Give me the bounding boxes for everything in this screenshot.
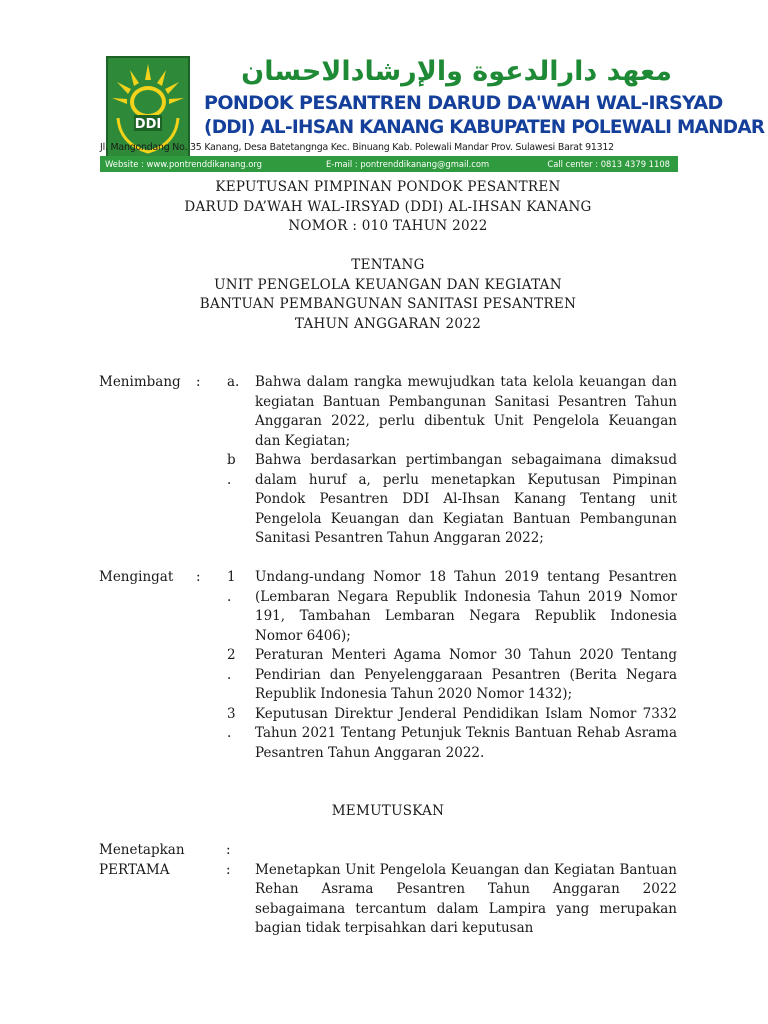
list-item [99,705,677,764]
subject-line1: UNIT PENGELOLA KEUANGAN DAN KEGIATAN [214,276,562,293]
section-label: Menimbang [99,374,181,390]
item-number: 2 . [227,647,236,683]
logo-text: DDI [134,117,162,132]
list-item [99,568,677,646]
section-colon: : [226,842,231,858]
contact-bar [100,156,678,172]
website-text: Website : www.pontrenddikanang.org [105,159,262,169]
decree-number: NOMOR : 010 TAHUN 2022 [288,218,488,234]
section-colon: : [226,861,231,878]
document-body [99,178,677,939]
list-item [99,451,677,549]
section-colon: : [196,374,201,390]
decree-subject [99,256,677,334]
list-item [99,861,677,939]
decree-title-line2: DARUD DA’WAH WAL-IRSYAD (DDI) AL-IHSAN KANANG [184,198,592,215]
section-label: PERTAMA [99,861,170,878]
list-item [99,841,677,861]
mengingat-section [99,568,677,763]
item-text: Bahwa dalam rangka mewujudkan tata kelola keuangan dan kegiatan Bantuan Pembangunan Sanitasi Pesantren Tahun Anggaran 2022, perlu dibentuk Unit Pengelola Keuangan dan Kegiatan; [255,374,677,449]
email-text: E-mail : pontrenddikanang@gmail.com [326,159,490,169]
item-text: Undang-undang Nomor 18 Tahun 2019 tentang Pesantren (Lembaran Negara Republik Indonesia Tahun 2019 Nomor 191, Tambahan Lembaran Negara Republik Indonesia Nomor 6406); [255,569,677,644]
subject-line2: BANTUAN PEMBANGUNAN SANITASI PESANTREN [199,296,577,312]
item-text: Keputusan Direktur Jenderal Pendidikan Islam Nomor 7332 Tahun 2021 Tentang Petunjuk Teknis Bantuan Rehab Asrama Pesantren Tahun Anggaran 2022. [255,705,677,761]
letterhead [100,52,765,176]
menimbang-section [99,373,677,549]
section-colon: : [196,569,201,585]
item-number: b . [227,452,236,488]
subject-heading: TENTANG [351,257,425,273]
item-text: Menetapkan Unit Pengelola Keuangan dan Kegiatan Bantuan Rehan Asrama Pesantren Tahun Anggaran 2022 sebagaimana tercantum dalam Lampira yang merupakan bagian tidak terpisahkan dari keputusan [255,861,677,936]
memutuskan-heading: MEMUTUSKAN [331,803,445,819]
decree-title [99,178,677,237]
arabic-institution-name: معهد دارالدعوة والإرشادالاحسان [241,56,672,87]
call-center-text: Call center : 0813 4379 1108 [547,159,670,169]
item-text: Bahwa berdasarkan pertimbangan sebagaimana dimaksud dalam huruf a, perlu menetapkan Keputusan Pimpinan Pondok Pesantren DDI Al-Ihsan Kanang Tentang unit Pengelola Keuangan dan Kegiatan Bantuan Pembangunan Sanitasi Pesantren Tahun Anggaran 2022; [255,452,677,546]
menetapkan-section [99,841,677,939]
item-text: Peraturan Menteri Agama Nomor 30 Tahun 2020 Tentang Pendirian dan Penyelenggaraan Pesantren (Berita Negara Republik Indonesia Tahun 2020 Nomor 1432); [255,647,677,702]
institution-name-line2: (DDI) AL-IHSAN KANANG KABUPATEN POLEWALI MANDAR [204,117,765,138]
section-label: Menetapkan [99,842,185,858]
section-label: Mengingat [99,569,174,585]
list-item [99,373,677,451]
institution-name-line1: PONDOK PESANTREN DARUD DA'WAH WAL-IRSYAD [204,92,723,114]
item-number: 3 . [227,705,236,741]
item-number: 1 . [227,569,236,605]
subject-line3: TAHUN ANGGARAN 2022 [294,315,482,332]
decree-title-line1: KEPUTUSAN PIMPINAN PONDOK PESANTREN [215,179,561,195]
item-number: a. [227,374,240,390]
institution-address: Jl. Mangondang No. 35 Kanang, Desa Batetangnga Kec. Binuang Kab. Polewali Mandar Prov. Sulawesi Barat 91312 [100,142,614,153]
list-item [99,646,677,705]
